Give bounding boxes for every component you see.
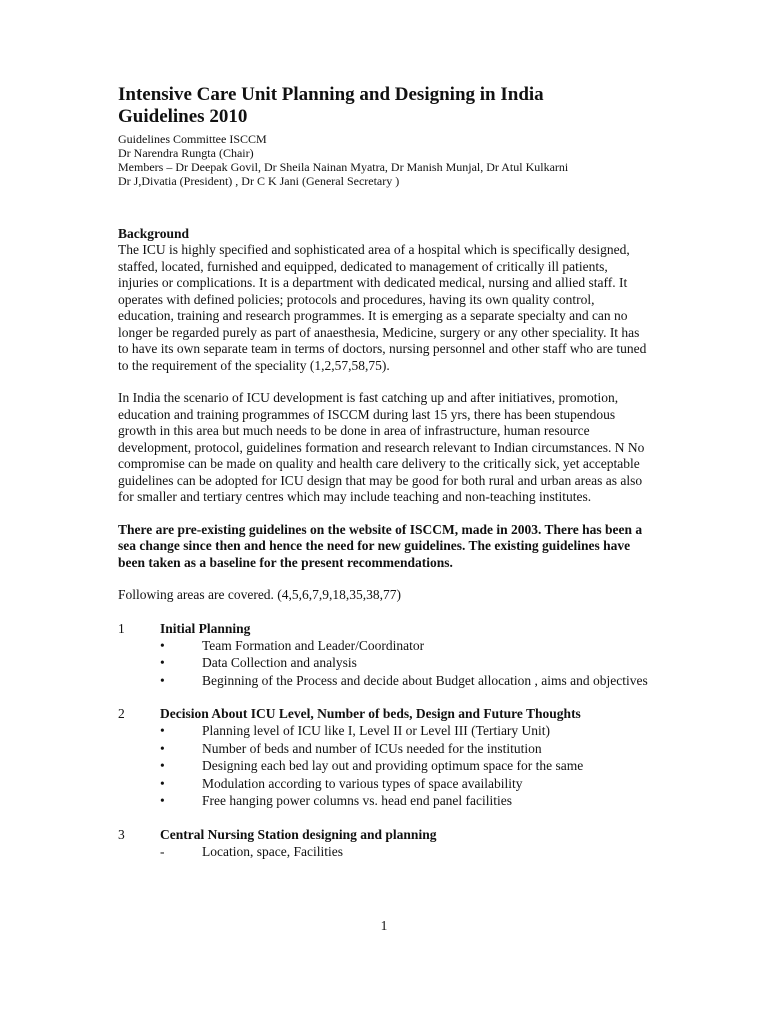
section-1 <box>118 620 648 690</box>
bullet-icon: • <box>160 775 165 791</box>
bullet-icon: • <box>160 655 165 670</box>
members-line: Members – Dr Deepak Govil, Dr Sheila Nainan Myatra, Dr Manish Munjal, Dr Atul Kulkarni <box>118 160 569 174</box>
committee-line: Guidelines Committee ISCCM <box>118 132 267 146</box>
list-item: • Free hanging power columns vs. head end panel facilities <box>118 792 648 810</box>
background-heading: Background <box>118 226 190 241</box>
chair-line: Dr Narendra Rungta (Chair) <box>118 146 254 160</box>
bullet-icon: • <box>160 740 165 756</box>
title-line-1: Intensive Care Unit Planning and Designing in India <box>118 84 544 105</box>
document-title <box>118 84 648 128</box>
officers-line: Dr J,Divatia (President) , Dr C K Jani (General Secretary ) <box>118 174 400 188</box>
bullet-icon: • <box>160 793 165 808</box>
section-title: Initial Planning <box>160 620 251 636</box>
section-title: Decision About ICU Level, Number of beds, Design and Future Thoughts <box>160 706 581 721</box>
dash-icon: - <box>160 843 165 859</box>
section-number: 1 <box>118 620 125 636</box>
background-paragraph-1: The ICU is highly specified and sophisticated area of a hospital which is specifically designed, staffed, located, furnished and equipped, dedicated to management of critically ill patients, injuries or complications. It is a department with dedicated medical, nursing and allied staff. It operates with defined policies; protocols and procedures, having its own quality control, education, training and research programmes. It is emerging as a separate specialty and can no longer be regarded purely as part of anaesthesia, Medicine, surgery or any other speciality. It has to have its own separate team in terms of doctors, nursing personnel and other staff who are tuned to the requirement of the speciality (1,2,57,58,75). <box>118 242 647 373</box>
list-item: • Number of beds and number of ICUs needed for the institution <box>118 740 648 758</box>
background-paragraph-2: In India the scenario of ICU development is fast catching up and after initiatives, promotion, education and training programmes of ISCCM during last 15 yrs, there has been stupendous growth in this area but much needs to be done in area of infrastructure, human resource development, protocol, guidelines formation and research relevant to Indian circumstances. N No compromise can be made on quality and health care delivery to the critically sick, yet acceptable guidelines can be adopted for ICU design that may be good for both rural and urban areas as also for smaller and tertiary centres which may include teaching and non-teaching institutes. <box>118 390 645 504</box>
document-page <box>118 84 648 860</box>
bullet-icon: • <box>160 672 165 688</box>
list-item: • Planning level of ICU like I, Level II or Level III (Tertiary Unit) <box>118 722 648 740</box>
background-paragraph-3: There are pre-existing guidelines on the website of ISCCM, made in 2003. There has been a sea change since then and hence the need for new guidelines. The existing guidelines have been taken as a baseline for the present recommendations. <box>118 521 643 570</box>
page-number: 1 <box>380 918 388 933</box>
section-number: 3 <box>118 826 125 842</box>
list-item: • Team Formation and Leader/Coordinator <box>118 637 648 655</box>
bullet-icon: • <box>160 758 165 773</box>
section-3 <box>118 826 648 861</box>
section-number: 2 <box>118 706 125 721</box>
list-item: • Beginning of the Process and decide about Budget allocation , aims and objectives <box>118 672 648 690</box>
list-item: • Modulation according to various types of space availability <box>118 775 648 793</box>
list-item: • Designing each bed lay out and providing optimum space for the same <box>118 757 648 775</box>
list-item: - Location, space, Facilities <box>118 843 648 861</box>
title-line-2: Guidelines 2010 <box>118 106 248 127</box>
bullet-icon: • <box>160 637 165 653</box>
bullet-icon: • <box>160 723 165 738</box>
section-title: Central Nursing Station designing and planning <box>160 826 437 842</box>
list-item: • Data Collection and analysis <box>118 654 648 672</box>
section-2 <box>118 705 648 810</box>
background-paragraph-4: Following areas are covered. (4,5,6,7,9,18,35,38,77) <box>118 587 402 602</box>
